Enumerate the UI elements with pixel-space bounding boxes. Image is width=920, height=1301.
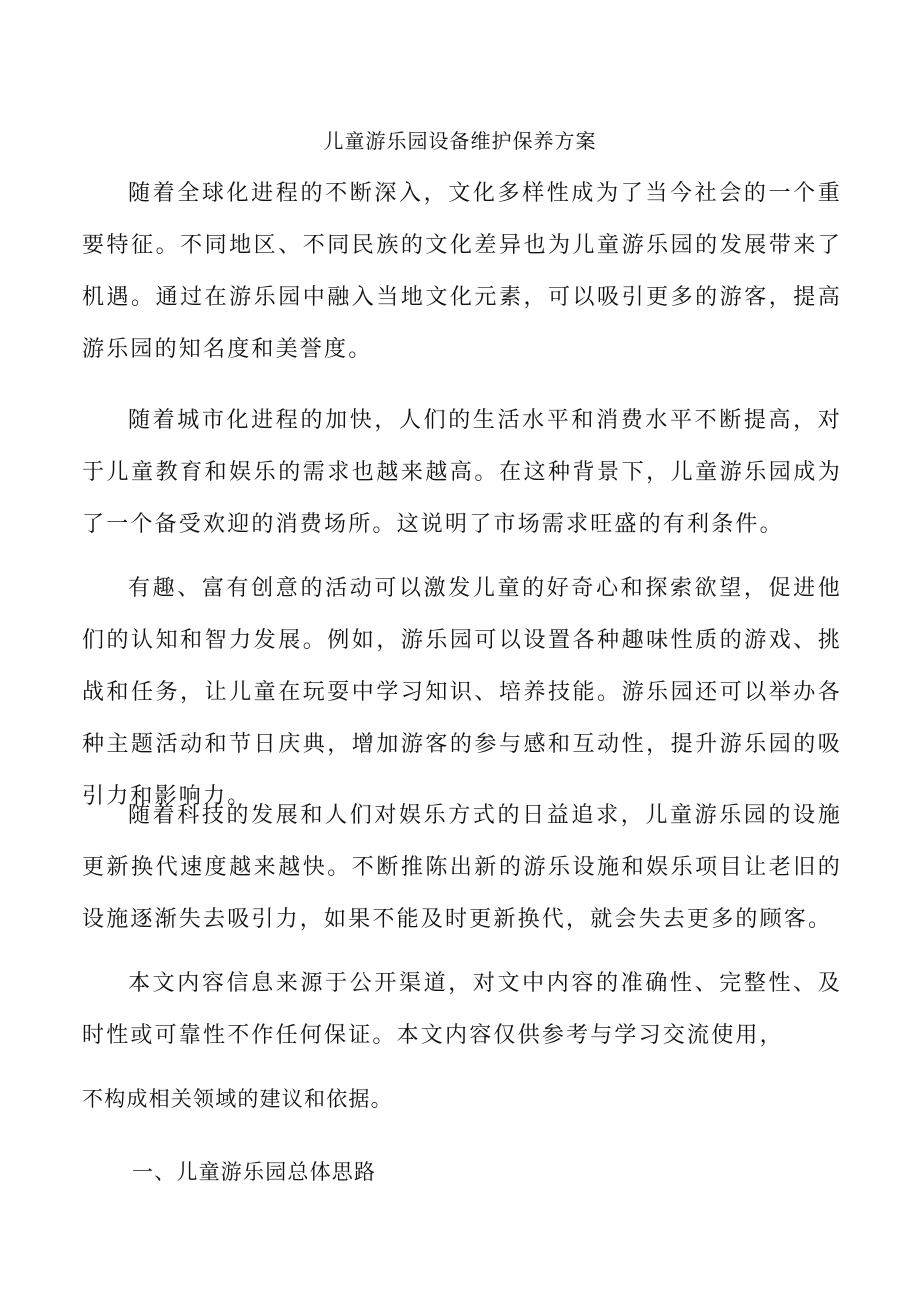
paragraph-disclaimer-continued: 不构成相关领域的建议和依据。 xyxy=(82,1087,393,1111)
section-heading: 一、儿童游乐园总体思路 xyxy=(132,1160,377,1184)
document-title: 儿童游乐园设备维护保养方案 xyxy=(323,129,597,153)
paragraph-creative-activities: 有趣、富有创意的活动可以激发儿童的好奇心和探索欲望，促进他们的认知和智力发展。例如，游乐园可以设置各种趣味性质的游戏、挑战和任务，让儿童在玩耍中学习知识、培养技能。游乐园还可以举办各种主题活动和节日庆典，增加游客的参与感和互动性，提升游乐园的吸引力和影响力。 xyxy=(82,576,842,809)
paragraph-disclaimer: 本文内容信息来源于公开渠道，对文中内容的准确性、完整性、及时性或可靠性不作任何保证。本文内容仅供参考与学习交流使用， xyxy=(82,971,842,1048)
paragraph-facility-upgrades: 随着科技的发展和人们对娱乐方式的日益追求，儿童游乐园的设施更新换代速度越来越快。不断推陈出新的游乐设施和娱乐项目让老旧的设施逐渐失去吸引力，如果不能及时更新换代，就会失去更多的顾客。 xyxy=(82,803,842,932)
paragraph-market-demand: 随着城市化进程的加快，人们的生活水平和消费水平不断提高，对于儿童教育和娱乐的需求也越来越高。在这种背景下，儿童游乐园成为了一个备受欢迎的消费场所。这说明了市场需求旺盛的有利条件。 xyxy=(82,408,842,537)
paragraph-cultural-diversity: 随着全球化进程的不断深入，文化多样性成为了当今社会的一个重要特征。不同地区、不同民族的文化差异也为儿童游乐园的发展带来了机遇。通过在游乐园中融入当地文化元素，可以吸引更多的游客，提高游乐园的知名度和美誉度。 xyxy=(82,181,842,362)
